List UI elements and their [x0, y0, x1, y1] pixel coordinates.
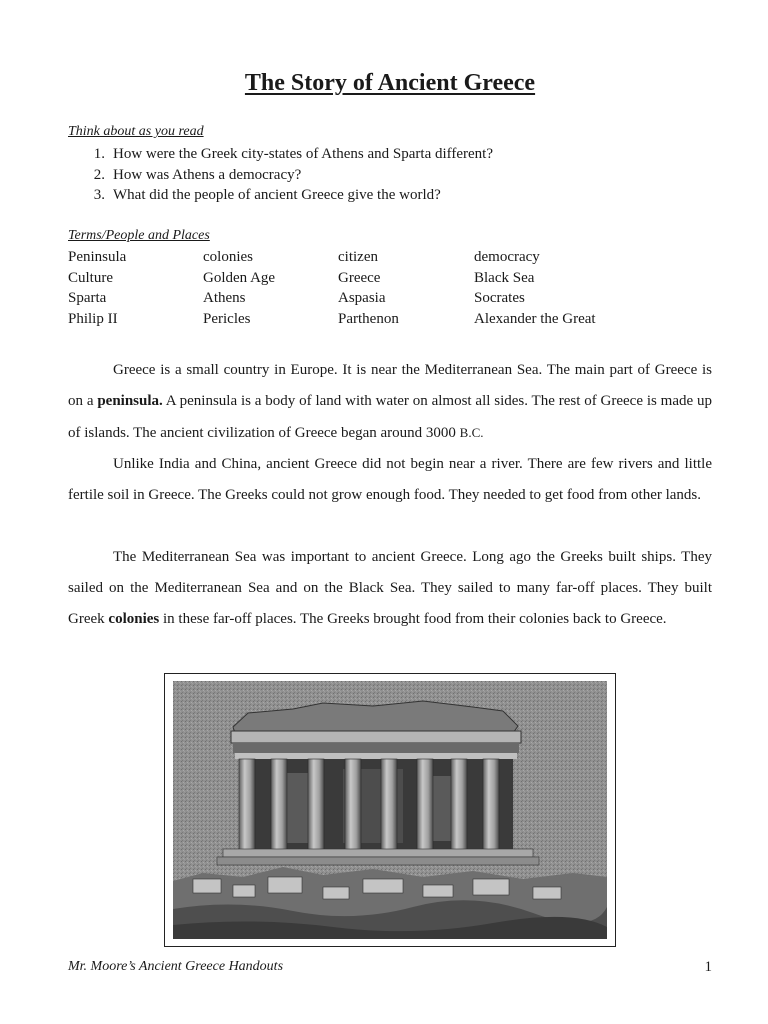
term: Alexander the Great: [474, 311, 596, 328]
think-about-label: Think about as you read: [68, 124, 204, 139]
term: colonies: [203, 249, 253, 265]
term: Peninsula: [68, 249, 127, 265]
list-item: [68, 185, 493, 206]
page-number: 1: [704, 959, 712, 975]
era-abbreviation: B.C.: [459, 425, 484, 440]
paragraph-text: The Mediterranean Sea was important to ancient Greece. Long ago the Greeks built ships. They sailed on the Mediterranean Sea and on the Black Sea. They sailed to many far-off places. They built Greek: [68, 549, 712, 627]
term: democracy: [474, 249, 540, 265]
paragraph-text: A peninsula is a body of land with water on almost all sides. The rest of Greece is made up of islands. The ancient civilization of Greece began around 3000: [68, 393, 712, 441]
list-item: [68, 165, 493, 186]
paragraph-text: Greece is a small country in Europe. It is near the Mediterranean Sea. The main part of Greece is on a: [68, 362, 712, 409]
list-item: [68, 144, 493, 165]
term: Philip II: [68, 311, 118, 328]
term: Aspasia: [338, 290, 386, 307]
key-term-colonies: colonies: [108, 611, 160, 627]
footer-title: Mr. Moore’s Ancient Greece Handouts: [68, 959, 284, 974]
paragraph-2: Unlike India and China, ancient Greece did not begin near a river. There are few rivers and little fertile soil in Greece. The Greeks could not grow enough food. They needed to get food from other lands.: [68, 456, 712, 503]
term: Athens: [203, 290, 246, 307]
term: Culture: [68, 269, 113, 286]
question-number: 3.: [93, 187, 105, 203]
term: Parthenon: [338, 311, 399, 328]
terms-grid: [68, 247, 674, 330]
page-title: The Story of Ancient Greece: [244, 70, 536, 96]
question-number: 2.: [93, 166, 105, 183]
term: Black Sea: [474, 269, 535, 286]
term: Sparta: [68, 290, 107, 307]
key-term-peninsula: peninsula.: [97, 393, 163, 409]
term: Greece: [338, 269, 381, 286]
parthenon-photo: [173, 681, 607, 939]
photo-frame: [164, 673, 616, 947]
question-text: What did the people of ancient Greece give the world?: [113, 187, 441, 203]
paragraph-3: [68, 542, 712, 635]
terms-label: Terms/People and Places: [68, 228, 210, 243]
question-text: How was Athens a democracy?: [113, 166, 302, 183]
term: citizen: [338, 249, 378, 265]
paragraph-text: in these far-off places. The Greeks brought food from their colonies back to Greece.: [159, 611, 667, 627]
paragraph-1: [68, 355, 712, 449]
term: Socrates: [474, 290, 525, 307]
question-text: How were the Greek city-states of Athens and Sparta different?: [113, 146, 494, 162]
term: Pericles: [203, 311, 251, 328]
question-number: 1.: [93, 146, 105, 162]
question-list: [68, 144, 493, 206]
term: Golden Age: [203, 269, 276, 286]
